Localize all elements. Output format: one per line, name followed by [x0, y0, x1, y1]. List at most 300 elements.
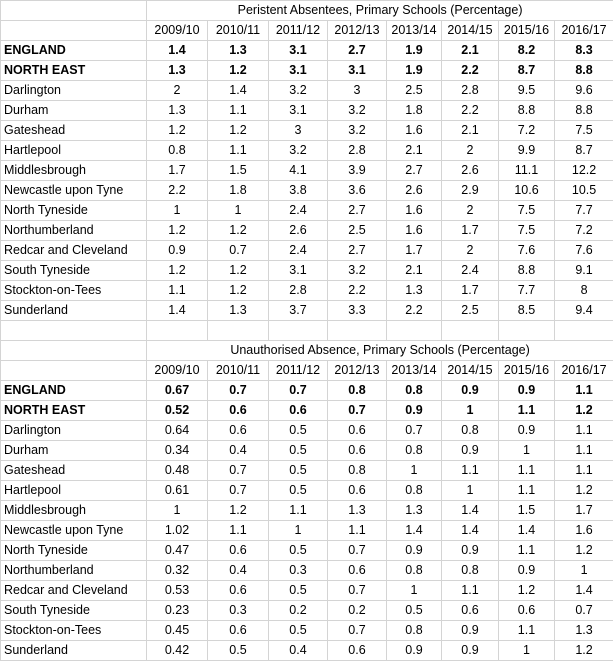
value-cell: 3.3	[328, 301, 387, 321]
year-header: 2016/17	[555, 21, 613, 41]
value-cell: 1	[147, 501, 208, 521]
value-cell: 1	[442, 481, 499, 501]
value-cell: 8.3	[555, 41, 613, 61]
value-cell: 0.53	[147, 581, 208, 601]
area-name: Sunderland	[1, 301, 147, 321]
table-title-row	[1, 341, 613, 361]
value-cell: 1.1	[555, 461, 613, 481]
value-cell: 1.4	[147, 301, 208, 321]
value-cell: 1.2	[208, 221, 269, 241]
value-cell: 0.9	[442, 441, 499, 461]
value-cell: 1.1	[555, 441, 613, 461]
area-name: Gateshead	[1, 461, 147, 481]
value-cell: 2.1	[442, 121, 499, 141]
value-cell: 1.2	[208, 501, 269, 521]
area-name: NORTH EAST	[1, 401, 147, 421]
value-cell: 2.1	[442, 41, 499, 61]
empty-cell[interactable]	[1, 21, 147, 41]
value-cell: 1.3	[387, 281, 442, 301]
value-cell: 0.2	[328, 601, 387, 621]
value-cell: 0.61	[147, 481, 208, 501]
value-cell: 1.2	[208, 121, 269, 141]
value-cell: 1.1	[147, 281, 208, 301]
value-cell: 1.2	[555, 481, 613, 501]
value-cell: 1.1	[208, 101, 269, 121]
area-name: Darlington	[1, 421, 147, 441]
value-cell: 1	[269, 521, 328, 541]
value-cell: 0.7	[208, 241, 269, 261]
value-cell: 1	[387, 581, 442, 601]
value-cell: 1.4	[442, 521, 499, 541]
value-cell: 1.2	[147, 121, 208, 141]
area-name: ENGLAND	[1, 41, 147, 61]
value-cell: 0.64	[147, 421, 208, 441]
value-cell: 0.32	[147, 561, 208, 581]
value-cell: 1.4	[555, 581, 613, 601]
value-cell: 0.9	[147, 241, 208, 261]
value-cell: 0.4	[269, 641, 328, 661]
value-cell: 0.6	[328, 481, 387, 501]
value-cell: 0.47	[147, 541, 208, 561]
empty-cell[interactable]	[499, 321, 555, 341]
value-cell: 0.5	[269, 461, 328, 481]
year-header: 2010/11	[208, 361, 269, 381]
area-name: Redcar and Cleveland	[1, 241, 147, 261]
table-row	[1, 561, 613, 581]
table-row	[1, 421, 613, 441]
value-cell: 0.7	[208, 381, 269, 401]
value-cell: 1.2	[208, 261, 269, 281]
empty-cell[interactable]	[387, 321, 442, 341]
value-cell: 1.02	[147, 521, 208, 541]
value-cell: 2	[442, 241, 499, 261]
table-row	[1, 461, 613, 481]
value-cell: 1.4	[499, 521, 555, 541]
value-cell: 10.6	[499, 181, 555, 201]
value-cell: 7.2	[499, 121, 555, 141]
value-cell: 10.5	[555, 181, 613, 201]
value-cell: 7.2	[555, 221, 613, 241]
value-cell: 0.6	[328, 421, 387, 441]
value-cell: 1.2	[208, 281, 269, 301]
value-cell: 3.1	[269, 41, 328, 61]
table-row	[1, 601, 613, 621]
year-header: 2009/10	[147, 361, 208, 381]
table-row	[1, 81, 613, 101]
value-cell: 3	[328, 81, 387, 101]
area-name: North Tyneside	[1, 201, 147, 221]
value-cell: 0.8	[387, 621, 442, 641]
value-cell: 2.2	[387, 301, 442, 321]
value-cell: 2.2	[442, 101, 499, 121]
value-cell: 0.8	[387, 381, 442, 401]
value-cell: 1.6	[387, 121, 442, 141]
value-cell: 1.3	[147, 101, 208, 121]
value-cell: 9.6	[555, 81, 613, 101]
value-cell: 0.6	[442, 601, 499, 621]
value-cell: 0.8	[387, 561, 442, 581]
value-cell: 3.2	[269, 141, 328, 161]
table-row	[1, 401, 613, 421]
value-cell: 1.2	[208, 61, 269, 81]
value-cell: 0.67	[147, 381, 208, 401]
value-cell: 7.5	[555, 121, 613, 141]
empty-cell[interactable]	[555, 321, 613, 341]
empty-cell[interactable]	[1, 321, 147, 341]
value-cell: 0.7	[328, 401, 387, 421]
area-name: Northumberland	[1, 221, 147, 241]
table-row	[1, 281, 613, 301]
area-name: Hartlepool	[1, 141, 147, 161]
value-cell: 8.8	[499, 261, 555, 281]
value-cell: 2.7	[328, 41, 387, 61]
value-cell: 1.7	[387, 241, 442, 261]
value-cell: 1.1	[208, 521, 269, 541]
header-row	[1, 21, 613, 41]
value-cell: 2.6	[269, 221, 328, 241]
value-cell: 0.8	[147, 141, 208, 161]
value-cell: 8.8	[499, 101, 555, 121]
value-cell: 7.7	[555, 201, 613, 221]
value-cell: 1.3	[147, 61, 208, 81]
value-cell: 8.7	[499, 61, 555, 81]
value-cell: 9.5	[499, 81, 555, 101]
value-cell: 0.5	[269, 481, 328, 501]
value-cell: 3.9	[328, 161, 387, 181]
value-cell: 7.5	[499, 221, 555, 241]
value-cell: 0.5	[208, 641, 269, 661]
year-header: 2014/15	[442, 361, 499, 381]
table-title-row	[1, 1, 613, 21]
value-cell: 0.8	[328, 461, 387, 481]
value-cell: 0.34	[147, 441, 208, 461]
value-cell: 3.2	[328, 121, 387, 141]
value-cell: 1.8	[387, 101, 442, 121]
value-cell: 0.7	[208, 481, 269, 501]
value-cell: 0.23	[147, 601, 208, 621]
value-cell: 0.6	[208, 401, 269, 421]
year-header: 2013/14	[387, 21, 442, 41]
value-cell: 1.7	[442, 281, 499, 301]
year-header: 2012/13	[328, 21, 387, 41]
value-cell: 2.8	[328, 141, 387, 161]
value-cell: 0.4	[208, 561, 269, 581]
value-cell: 0.5	[269, 421, 328, 441]
value-cell: 1.2	[147, 261, 208, 281]
table-row	[1, 381, 613, 401]
value-cell: 1	[555, 561, 613, 581]
table-row	[1, 41, 613, 61]
value-cell: 0.9	[499, 561, 555, 581]
value-cell: 2.8	[269, 281, 328, 301]
table-row	[1, 621, 613, 641]
value-cell: 0.7	[328, 581, 387, 601]
value-cell: 0.7	[387, 421, 442, 441]
value-cell: 1	[442, 401, 499, 421]
value-cell: 0.3	[208, 601, 269, 621]
value-cell: 1.1	[555, 381, 613, 401]
value-cell: 9.9	[499, 141, 555, 161]
value-cell: 1.1	[499, 401, 555, 421]
table-row	[1, 501, 613, 521]
value-cell: 1.5	[499, 501, 555, 521]
value-cell: 1.4	[147, 41, 208, 61]
value-cell: 2.5	[442, 301, 499, 321]
year-header: 2011/12	[269, 21, 328, 41]
value-cell: 2.4	[442, 261, 499, 281]
empty-cell[interactable]	[269, 321, 328, 341]
year-header: 2016/17	[555, 361, 613, 381]
value-cell: 1.2	[555, 641, 613, 661]
value-cell: 0.6	[208, 581, 269, 601]
value-cell: 7.6	[499, 241, 555, 261]
year-header: 2015/16	[499, 21, 555, 41]
area-name: Middlesbrough	[1, 161, 147, 181]
value-cell: 2.2	[442, 61, 499, 81]
value-cell: 1.2	[147, 221, 208, 241]
spacer-row	[1, 321, 613, 341]
value-cell: 8	[555, 281, 613, 301]
value-cell: 1.1	[555, 421, 613, 441]
value-cell: 0.9	[442, 641, 499, 661]
value-cell: 3.7	[269, 301, 328, 321]
area-name: Newcastle upon Tyne	[1, 181, 147, 201]
area-name: Middlesbrough	[1, 501, 147, 521]
value-cell: 11.1	[499, 161, 555, 181]
value-cell: 2	[442, 201, 499, 221]
year-header: 2013/14	[387, 361, 442, 381]
value-cell: 0.5	[269, 441, 328, 461]
table-row	[1, 481, 613, 501]
value-cell: 1.1	[499, 461, 555, 481]
area-name: South Tyneside	[1, 601, 147, 621]
value-cell: 1.7	[147, 161, 208, 181]
area-name: Durham	[1, 441, 147, 461]
value-cell: 0.7	[269, 381, 328, 401]
table-row	[1, 141, 613, 161]
table-row	[1, 221, 613, 241]
empty-cell[interactable]	[1, 341, 147, 361]
value-cell: 1.1	[442, 461, 499, 481]
value-cell: 3.6	[328, 181, 387, 201]
value-cell: 12.2	[555, 161, 613, 181]
value-cell: 0.6	[208, 421, 269, 441]
table-row	[1, 121, 613, 141]
value-cell: 2.4	[269, 241, 328, 261]
value-cell: 0.9	[442, 381, 499, 401]
area-name: Hartlepool	[1, 481, 147, 501]
value-cell: 1	[208, 201, 269, 221]
value-cell: 8.5	[499, 301, 555, 321]
area-name: Newcastle upon Tyne	[1, 521, 147, 541]
value-cell: 2.2	[328, 281, 387, 301]
value-cell: 0.45	[147, 621, 208, 641]
value-cell: 1.9	[387, 61, 442, 81]
value-cell: 1.6	[387, 201, 442, 221]
header-row	[1, 361, 613, 381]
table-row	[1, 101, 613, 121]
table-row	[1, 581, 613, 601]
value-cell: 0.5	[269, 581, 328, 601]
value-cell: 1.4	[208, 81, 269, 101]
value-cell: 1	[387, 461, 442, 481]
value-cell: 2.1	[387, 141, 442, 161]
year-header: 2011/12	[269, 361, 328, 381]
value-cell: 8.2	[499, 41, 555, 61]
area-name: Redcar and Cleveland	[1, 581, 147, 601]
value-cell: 3.1	[269, 261, 328, 281]
value-cell: 1.3	[555, 621, 613, 641]
value-cell: 3.2	[328, 101, 387, 121]
value-cell: 3.1	[269, 61, 328, 81]
value-cell: 7.5	[499, 201, 555, 221]
value-cell: 2.2	[147, 181, 208, 201]
value-cell: 1.1	[499, 541, 555, 561]
value-cell: 0.6	[208, 541, 269, 561]
value-cell: 1.1	[328, 521, 387, 541]
value-cell: 8.8	[555, 61, 613, 81]
table-row	[1, 301, 613, 321]
area-name: Durham	[1, 101, 147, 121]
table-row	[1, 241, 613, 261]
value-cell: 2.7	[328, 201, 387, 221]
spreadsheet-grid	[1, 1, 613, 661]
value-cell: 1.1	[269, 501, 328, 521]
value-cell: 1.1	[442, 581, 499, 601]
value-cell: 1.1	[208, 141, 269, 161]
value-cell: 0.9	[387, 401, 442, 421]
value-cell: 0.6	[208, 621, 269, 641]
table-title: Peristent Absentees, Primary Schools (Percentage)	[147, 1, 613, 21]
value-cell: 0.42	[147, 641, 208, 661]
table-row	[1, 61, 613, 81]
year-header: 2009/10	[147, 21, 208, 41]
area-name: ENGLAND	[1, 381, 147, 401]
table-row	[1, 181, 613, 201]
value-cell: 2.8	[442, 81, 499, 101]
value-cell: 8.7	[555, 141, 613, 161]
value-cell: 0.7	[555, 601, 613, 621]
value-cell: 0.2	[269, 601, 328, 621]
value-cell: 0.52	[147, 401, 208, 421]
value-cell: 1.2	[499, 581, 555, 601]
value-cell: 1.7	[442, 221, 499, 241]
value-cell: 3.1	[269, 101, 328, 121]
value-cell: 3.8	[269, 181, 328, 201]
value-cell: 1.3	[328, 501, 387, 521]
table-row	[1, 441, 613, 461]
value-cell: 0.9	[499, 421, 555, 441]
value-cell: 1.5	[208, 161, 269, 181]
value-cell: 2.5	[328, 221, 387, 241]
value-cell: 3.1	[328, 61, 387, 81]
value-cell: 0.9	[387, 641, 442, 661]
empty-cell[interactable]	[1, 361, 147, 381]
value-cell: 0.7	[328, 541, 387, 561]
value-cell: 1.4	[442, 501, 499, 521]
area-name: Darlington	[1, 81, 147, 101]
value-cell: 1	[499, 641, 555, 661]
table-row	[1, 161, 613, 181]
value-cell: 8.8	[555, 101, 613, 121]
value-cell: 1	[147, 201, 208, 221]
area-name: Northumberland	[1, 561, 147, 581]
table-row	[1, 641, 613, 661]
table-row	[1, 541, 613, 561]
value-cell: 0.9	[499, 381, 555, 401]
value-cell: 2.6	[387, 181, 442, 201]
area-name: Stockton-on-Tees	[1, 281, 147, 301]
value-cell: 9.4	[555, 301, 613, 321]
value-cell: 2.5	[387, 81, 442, 101]
value-cell: 0.7	[328, 621, 387, 641]
value-cell: 1.6	[387, 221, 442, 241]
value-cell: 1.6	[555, 521, 613, 541]
value-cell: 1.8	[208, 181, 269, 201]
value-cell: 2.6	[442, 161, 499, 181]
value-cell: 1.7	[555, 501, 613, 521]
empty-cell[interactable]	[1, 1, 147, 21]
value-cell: 0.9	[442, 541, 499, 561]
empty-cell[interactable]	[147, 321, 208, 341]
value-cell: 1.1	[499, 621, 555, 641]
value-cell: 1.9	[387, 41, 442, 61]
value-cell: 0.3	[269, 561, 328, 581]
value-cell: 3	[269, 121, 328, 141]
value-cell: 0.48	[147, 461, 208, 481]
value-cell: 0.7	[208, 461, 269, 481]
empty-cell[interactable]	[208, 321, 269, 341]
value-cell: 1.3	[387, 501, 442, 521]
value-cell: 2	[442, 141, 499, 161]
value-cell: 0.4	[208, 441, 269, 461]
empty-cell[interactable]	[442, 321, 499, 341]
value-cell: 0.5	[387, 601, 442, 621]
value-cell: 7.6	[555, 241, 613, 261]
value-cell: 1.3	[208, 41, 269, 61]
value-cell: 0.6	[328, 441, 387, 461]
value-cell: 0.6	[328, 641, 387, 661]
value-cell: 0.8	[442, 421, 499, 441]
empty-cell[interactable]	[328, 321, 387, 341]
value-cell: 0.8	[442, 561, 499, 581]
area-name: Sunderland	[1, 641, 147, 661]
year-header: 2010/11	[208, 21, 269, 41]
table-row	[1, 201, 613, 221]
value-cell: 4.1	[269, 161, 328, 181]
area-name: South Tyneside	[1, 261, 147, 281]
value-cell: 0.9	[442, 621, 499, 641]
value-cell: 2.7	[328, 241, 387, 261]
value-cell: 2	[147, 81, 208, 101]
value-cell: 0.5	[269, 541, 328, 561]
value-cell: 1	[499, 441, 555, 461]
value-cell: 0.8	[387, 441, 442, 461]
value-cell: 0.5	[269, 621, 328, 641]
value-cell: 2.9	[442, 181, 499, 201]
year-header: 2015/16	[499, 361, 555, 381]
value-cell: 7.7	[499, 281, 555, 301]
value-cell: 1.2	[555, 401, 613, 421]
year-header: 2014/15	[442, 21, 499, 41]
value-cell: 3.2	[328, 261, 387, 281]
area-name: North Tyneside	[1, 541, 147, 561]
value-cell: 9.1	[555, 261, 613, 281]
value-cell: 1.4	[387, 521, 442, 541]
area-name: Stockton-on-Tees	[1, 621, 147, 641]
year-header: 2012/13	[328, 361, 387, 381]
area-name: NORTH EAST	[1, 61, 147, 81]
